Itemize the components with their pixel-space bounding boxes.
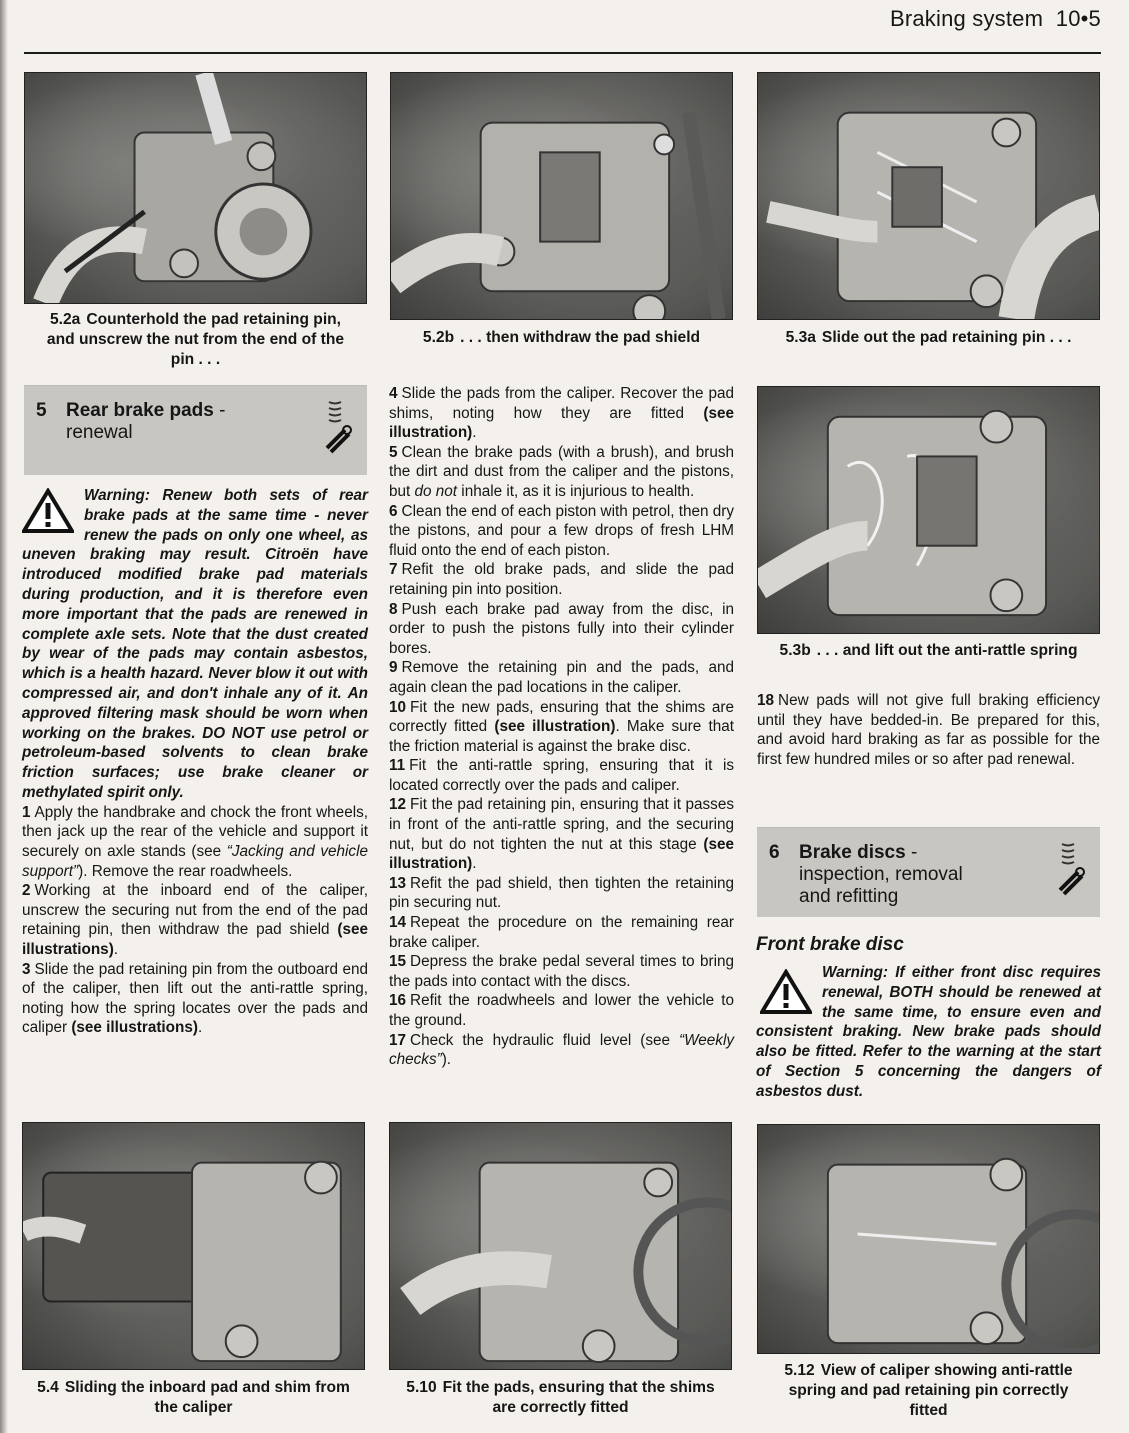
section-title-dash: -: [905, 842, 918, 863]
step-7: 7 Refit the old brake pads, and slide the pad retaining pin into position.: [389, 561, 734, 598]
photo-5-2a: [24, 72, 367, 304]
difficulty-wrench-icon: [1056, 838, 1086, 898]
photo-5-3b-illustration: [758, 387, 1099, 633]
caption-text: Slide out the pad retaining pin . . .: [821, 329, 1072, 346]
photo-5-4: [22, 1122, 365, 1370]
page-header: [890, 6, 1101, 32]
caption-5-3a: [757, 328, 1100, 348]
step-2: 2 Working at the inboard end of the caliper, unscrew the securing nut from the end of the pad retaining pin, then withdraw the pad shield (see illustrations).: [22, 882, 368, 958]
caption-number: 5.3a: [785, 329, 816, 346]
photo-5-12: [757, 1124, 1100, 1354]
caption-number: 5.2a: [49, 311, 81, 328]
caption-number: 5.2b: [422, 329, 455, 346]
step-6: 6 Clean the end of each piston with petrol, then dry the pistons, and pour a few drops of fresh LHM fluid onto the end of each piston.: [389, 502, 735, 559]
caption-text: are correctly fitted: [492, 1399, 629, 1416]
photo-5-2b-illustration: [391, 73, 732, 319]
difficulty-wrench-icon: [323, 396, 353, 456]
section-6-heading: [757, 827, 1100, 917]
caption-text: View of caliper showing anti-rattle: [820, 1362, 1073, 1379]
step-11: 11 Fit the anti-rattle spring, ensuring that it is located correctly over the pads and caliper.: [389, 757, 734, 794]
photo-5-3a-illustration: [758, 73, 1099, 319]
section-title-dash: -: [213, 400, 226, 421]
step-8: 8 Push each brake pad away from the disc, in order to push the pistons fully into their cylinder bores.: [389, 600, 734, 657]
scan-edge-shadow: [0, 0, 8, 1433]
warning-triangle-icon: [760, 969, 812, 1015]
caption-text: Counterhold the pad retaining pin,: [86, 311, 342, 328]
photo-5-3a: [757, 72, 1100, 320]
section-number: 6: [769, 842, 780, 863]
section-title: [66, 400, 225, 444]
caption-5-2a: [24, 310, 367, 370]
section-number: 5: [36, 400, 47, 421]
warning-text: Warning: If either front disc requires renewal, BOTH should be renewed at the same time, to ensure even and consistent braking. New brake pads should also be fitted. Refer to the warning at the start of Section 5 concerning the dangers of asbestos dust.: [756, 964, 1101, 1100]
step-14: 14 Repeat the procedure on the remaining rear brake caliper.: [389, 914, 734, 951]
section-title: [799, 842, 963, 908]
header-rule: [24, 52, 1101, 54]
section-subtitle: renewal: [66, 422, 133, 443]
section-title-text: Rear brake pads: [66, 400, 214, 421]
middle-column: [389, 384, 734, 1070]
right-column-text: [757, 691, 1100, 769]
photo-5-4-illustration: [23, 1123, 364, 1369]
caption-5-4: [22, 1378, 365, 1418]
photo-5-10-illustration: [390, 1123, 731, 1369]
caption-5-2b: [390, 328, 733, 348]
caption-text: Sliding the inboard pad and shim from: [64, 1379, 350, 1396]
caption-text: the caliper: [154, 1399, 233, 1416]
photo-5-3b: [757, 386, 1100, 634]
caption-text: Fit the pads, ensuring that the shims: [442, 1379, 715, 1396]
step-9: 9 Remove the retaining pin and the pads, and again clean the pad locations in the caliper.: [389, 659, 734, 696]
section-subtitle: and refitting: [799, 886, 899, 907]
warning-front-disc: [756, 963, 1101, 1102]
caption-text: . . . then withdraw the pad shield: [460, 329, 701, 346]
step-5: 5 Clean the brake pads (with a brush), and brush the dirt and dust from the caliper and the pistons, but do not inhale it, as it is injurious to health.: [389, 443, 734, 500]
step-12: 12 Fit the pad retaining pin, ensuring that it passes in front of the anti-rattle spring, and the securing nut, but do not tighten the nut at this stage (see illustration).: [389, 796, 734, 873]
step-16: 16 Refit the roadwheels and lower the vehicle to the ground.: [389, 992, 734, 1029]
caption-text: . . . and lift out the anti-rattle spring: [816, 642, 1078, 659]
step-18: 18 New pads will not give full braking efficiency until they have bedded-in. Be prepared for this, and avoid hard braking as far as possible for the first few hundred miles or so after pad renewal.: [757, 692, 1100, 768]
caption-5-10: [389, 1378, 732, 1418]
caption-number: 5.12: [784, 1362, 815, 1379]
step-13: 13 Refit the pad shield, then tighten the retaining pin securing nut.: [389, 874, 734, 912]
warning-text: Warning: Renew both sets of rear brake pads at the same time - never renew the pads on only one wheel, as uneven braking may result. Citroën have introduced modified brake pad materials during production, and it is therefore even more important that the pads are renewed in complete axle sets. Note that the dust created by wear of the pads may contain asbestos, which is a health hazard. Never blow it out with compressed air, and don't inhale any of it. An approved filtering mask should be worn when working on the brakes. DO NOT use petrol or petroleum-based solvents to clean brake friction surfaces; use brake cleaner or methylated spirit only.: [22, 487, 368, 801]
caption-text: spring and pad retaining pin correctly: [788, 1382, 1069, 1399]
photo-5-2a-illustration: [25, 73, 366, 303]
caption-number: 5.3b: [779, 642, 811, 659]
header-page-number: 10•5: [1055, 6, 1101, 31]
step-15: 15 Depress the brake pedal several times to bring the pads into contact with the discs.: [389, 953, 734, 990]
front-disc-warning-block: [756, 963, 1101, 1102]
left-column: [22, 486, 368, 1038]
warning-rear-pads: [22, 486, 368, 803]
caption-5-12: [757, 1361, 1100, 1421]
section-subtitle: inspection, removal: [799, 864, 963, 885]
step-10: 10 Fit the new pads, ensuring that the shims are correctly fitted (see illustration). Make sure that the friction material is against the brake disc.: [389, 698, 734, 755]
warning-triangle-icon: [22, 488, 74, 534]
front-brake-disc-heading: Front brake disc: [756, 934, 904, 955]
step-17: 17 Check the hydraulic fluid level (see “Weekly checks”).: [389, 1031, 734, 1069]
step-3: 3 Slide the pad retaining pin from the outboard end of the caliper, then lift out the anti-rattle spring, noting how the spring locates over the pads and caliper (see illustrations).: [22, 960, 368, 1037]
photo-5-12-illustration: [758, 1125, 1099, 1353]
caption-text: pin . . .: [170, 351, 221, 368]
caption-5-3b: [757, 641, 1100, 661]
section-title-text: Brake discs: [799, 842, 906, 863]
section-5-heading: [24, 385, 367, 475]
header-title: Braking system: [889, 6, 1044, 31]
caption-text: and unscrew the nut from the end of the: [46, 331, 345, 348]
caption-text: fitted: [909, 1402, 948, 1419]
caption-number: 5.4: [37, 1379, 59, 1396]
photo-5-10: [389, 1122, 732, 1370]
step-4: 4 Slide the pads from the caliper. Recover the pad shims, noting how they are fitted (see illustration).: [389, 385, 734, 442]
step-1: 1 Apply the handbrake and chock the front wheels, then jack up the rear of the vehicle and support it securely on axle stands (see “Jacking and vehicle support”). Remove the rear roadwheels.: [22, 803, 368, 880]
caption-number: 5.10: [406, 1379, 437, 1396]
photo-5-2b: [390, 72, 733, 320]
